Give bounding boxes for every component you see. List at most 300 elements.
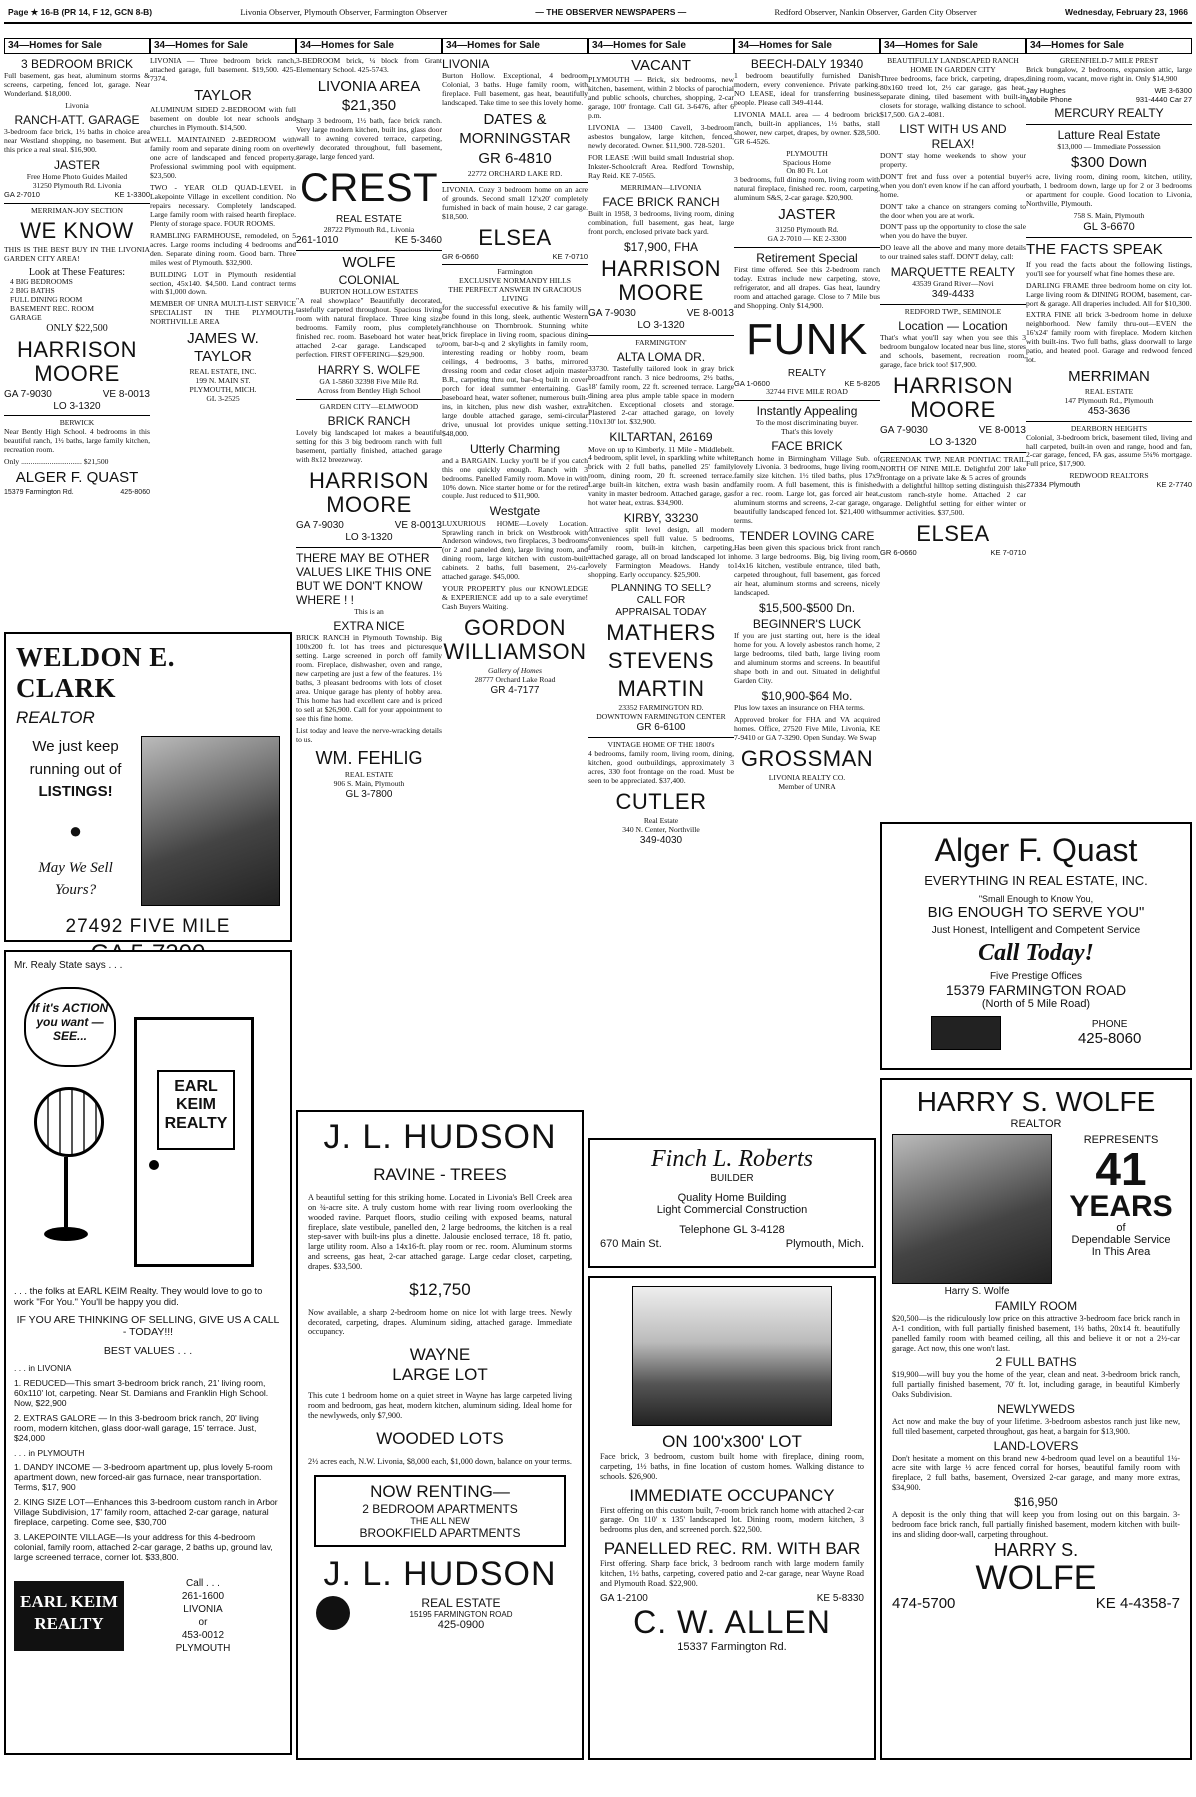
agency-address: 15379 FARMINGTON ROAD bbox=[945, 982, 1127, 998]
agency-address: 906 S. Main, Plymouth bbox=[333, 778, 405, 788]
ad-text: Plus low taxes an insurance on FHA terms. bbox=[734, 703, 865, 713]
ad-text: LUXURIOUS HOME—Lovely Location. Sprawling ranch in brick on Westbrook with Anderson windows, two fireplaces, 3 bedrooms (or 2 and paneled den), large living room, and dining room, large kitchen with custom-built cabinets. 2 baths, full basement, 2½-car attached garage. $45,000. bbox=[442, 518, 588, 582]
ad-text: Approved broker for FHA and VA acquired homes. Office, 27520 Five Mile, Livonia, KE 7-9410 or GA 7-3290. Open Sunday. We Swap bbox=[734, 715, 880, 743]
agency-type: REALTOR bbox=[16, 708, 95, 727]
ad-heading: COLONIAL bbox=[338, 273, 400, 288]
ad-heading: BEECH-DALY 19340 bbox=[750, 56, 864, 71]
ad-heading: PANELLED REC. RM. WITH BAR bbox=[603, 1539, 861, 1559]
ad-text: ALUMINUM SIDED 2-BEDROOM with full basement on double lot near schools and churches in Plymouth. $14,500. bbox=[150, 105, 296, 133]
agency-name: HARRY S. WOLFE bbox=[317, 363, 421, 378]
membership-note: MEMBER OF UNRA MULTI-LIST SERVICE SPECIALIST IN THE PLYMOUTH-NORTHVILLE AREA bbox=[150, 299, 296, 327]
agency-type: EVERYTHING IN REAL ESTATE, INC. bbox=[924, 873, 1148, 888]
agency-name: DATES & bbox=[483, 110, 547, 128]
ad-text: Three bedrooms, face brick, carpeting, drapes, 80x160 treed lot, 2½ car garage, gas heat, separate dining, tiled basement with built-in closets for storage, walking distance to school. $17,500. GA 2-4081. bbox=[880, 73, 1026, 119]
phone: 453-0012 bbox=[181, 1629, 225, 1641]
ad-text: Sharp 3 bedroom, 1½ bath, face brick ranch. Very large modern kitchen, built ins, glass door wall to awning covered terrace, carpeting, newly decorated throughout, full basement, garage, large fenced yard. bbox=[296, 116, 442, 161]
ad-text: PLYMOUTH — Brick, six bedrooms, new kitchen, basement, within 2 blocks of parochial and public schools, churches, shopping, 2-car garage, 100' frontage. Call GL 3-6476, after 6 p.m. bbox=[588, 75, 734, 121]
ad-heading: APPRAISAL TODAY bbox=[615, 606, 707, 618]
phone: KE 5-3460 bbox=[394, 234, 442, 246]
call-to-action: Call Today! bbox=[978, 940, 1094, 966]
ad-text: Call . . . bbox=[186, 1577, 220, 1589]
ad-text: and a BARGAIN. Lucky you'll be if you catch this one quickly enough. Ranch with 3 bedrooms. Panelled Family room. Move in with 10% down. Nice starter home or for the retired couple. Just reduced to $11,900. bbox=[442, 455, 588, 501]
phone: GR 4-7177 bbox=[490, 684, 540, 696]
agency-name: JASTER bbox=[53, 157, 100, 172]
ad-text: 2½ acres each, N.W. Livonia, $8,000 each, $1,000 down, balance on your terms. bbox=[308, 1456, 572, 1466]
agency-name: JAMES W. bbox=[187, 330, 259, 348]
ad-text: DO leave all the above and many more details to our trained sales staff. DON'T delay, call: bbox=[880, 243, 1026, 262]
list-item: 3. LAKEPOINTE VILLAGE—Is your address for this 4-bedroom colonial, family room, attached 2-car garage, 2 baths up, ground lav, large screened terrace, corner lot. $33,800. bbox=[14, 1531, 273, 1563]
phone: LO 3-1320 bbox=[53, 400, 101, 412]
membership-note: Member of UNRA bbox=[778, 781, 836, 791]
ad-text: 2 BEDROOM APARTMENTS bbox=[362, 1501, 518, 1516]
ad-text: Near Bently High School. 4 bedrooms in this beautiful ranch, 1½ baths, large family kitchen, recreation room. bbox=[4, 427, 150, 455]
phone: LO 3-1320 bbox=[929, 436, 977, 448]
phone: 349-4030 bbox=[639, 834, 683, 846]
phone: GR 6-0660 bbox=[442, 251, 479, 261]
column-8 bbox=[1026, 38, 1192, 816]
ad-heading: WAYNE bbox=[409, 1345, 471, 1365]
ad-location: PLYMOUTH bbox=[786, 148, 828, 158]
ad-headline: VACANT bbox=[631, 56, 691, 74]
phone: 425-8060 bbox=[1077, 1030, 1142, 1047]
column-7 bbox=[880, 38, 1026, 816]
agency-city: Plymouth, Mich. bbox=[785, 1238, 864, 1250]
ad-headline: WE KNOW bbox=[20, 217, 134, 243]
price: ONLY $22,500 bbox=[46, 323, 108, 335]
column-heading: 34—Homes for Sale bbox=[4, 38, 150, 54]
ad-text: Brick bungalow, 2 bedrooms, expansion attic, large dining room, vacant, move right in. Only $14,900 bbox=[1026, 64, 1192, 83]
ad-heading: Retirement Special bbox=[756, 250, 858, 265]
ad-text: LIVONIA — Three bedroom brick ranch, attached garage, full basement. $19,500. 425-7374. bbox=[150, 55, 296, 83]
agency-landmark: DOWNTOWN FARMINGTON CENTER bbox=[596, 712, 726, 722]
ad-headline: THE FACTS SPEAK bbox=[1026, 241, 1163, 259]
price: $300 Down bbox=[1071, 153, 1147, 171]
door-icon bbox=[134, 1017, 254, 1267]
agent-name: Jay Hughes bbox=[1026, 85, 1066, 95]
feature-item: BASEMENT REC. ROOM bbox=[10, 304, 95, 314]
ad-heading: BEAUTIFULLY LANDSCAPED RANCH HOME IN GARDEN CITY bbox=[887, 55, 1019, 74]
ad-text: Attractive split level design, all modern conveniences spell full value. 5 bedrooms, family room, built-in kitchen, carpeting, attached garage, all on broad landscaped lot in lovely Farmington Meadows. Handy to shopping. Early occupancy. $25,900. bbox=[588, 525, 734, 580]
agency-type: Real Estate bbox=[643, 815, 679, 825]
agency-name: HARRY S. WOLFE bbox=[916, 1086, 1156, 1117]
ad-text: Act now and make the buy of your lifetime. 3-bedroom asbestos ranch just like new, full tiled basement, carpeted throughout, gas heat, a bargain for $13,900. bbox=[892, 1416, 1180, 1436]
papers-left: Livonia Observer, Plymouth Observer, Farmington Observer bbox=[240, 7, 448, 17]
phone: 261-1600 bbox=[181, 1590, 225, 1602]
column-4 bbox=[442, 38, 588, 1041]
globe-character-icon bbox=[34, 1087, 104, 1157]
ad-text: 3-BEDROOM brick, ¼ block from Grant Elementary School. 425-5743. bbox=[296, 55, 442, 74]
ad-text: LISTINGS! bbox=[38, 783, 113, 800]
agent-photo bbox=[141, 736, 280, 906]
ad-text: THIS IS THE BEST BUY IN THE LIVONIA GARDEN CITY AREA! bbox=[4, 244, 150, 263]
ad-text: or bbox=[198, 1616, 208, 1628]
phone: KE 1-3300 bbox=[114, 189, 150, 199]
ad-text: Five Prestige Offices bbox=[989, 971, 1083, 982]
years-number: 41 bbox=[1095, 1143, 1147, 1195]
photo-caption: Harry S. Wolfe bbox=[944, 1286, 1010, 1297]
ad-location: DEARBORN HEIGHTS bbox=[1070, 423, 1148, 433]
agency-address: GA 1-5860 32398 Five Mile Rd. bbox=[319, 377, 419, 387]
phone: LO 3-1320 bbox=[345, 531, 393, 543]
ad-heading: BRICK RANCH bbox=[327, 414, 411, 429]
feature-item: GARAGE bbox=[10, 313, 42, 323]
page-number: Page ★ 16-B (PR 14, F 12, GCN 8-B) bbox=[8, 6, 153, 17]
ad-text: Yours? bbox=[54, 882, 97, 898]
ad-location: FARMINGTON' bbox=[635, 337, 687, 347]
issue-date: Wednesday, February 23, 1966 bbox=[1064, 7, 1188, 17]
agency-name: GROSSMAN bbox=[740, 746, 874, 772]
ad-text: WELL MAINTAINED 2-BEDROOM with family room and separate dining room on over one acre of landscaped and fenced property. Professional swimming pool with equipment. $23,500. bbox=[150, 135, 296, 181]
phone: 261-1010 bbox=[296, 234, 339, 246]
ad-heading: Instantly Appealing bbox=[756, 404, 858, 419]
ad-heading: RANCH-ATT. GARAGE bbox=[14, 112, 140, 127]
ad-text: If you are just starting out, here is the ideal home for you. A lovely asbestos ranch home, 2 large bedrooms, tiled bath, large living room and aluminum storms and screens. In beautiful shape both in and out. Situated in delightful Garden City. bbox=[734, 631, 880, 686]
ad-text: DON'T take a chance on strangers coming to the door when you are at work. bbox=[880, 201, 1026, 220]
ad-text: Full basement, gas heat, aluminum storms & screens, carpeting, fenced lot, garage. Near Wonderland. $18,000. bbox=[4, 70, 150, 98]
agency-name: HARRY S. bbox=[993, 1539, 1079, 1560]
ad-text: of bbox=[1116, 1222, 1126, 1234]
column-heading: 34—Homes for Sale bbox=[1026, 38, 1192, 54]
office-location: LIVONIA bbox=[183, 1603, 223, 1615]
price: $15,500-$500 Dn. bbox=[758, 601, 856, 616]
agent-photo bbox=[892, 1134, 1052, 1284]
ad-text: 3 bedrooms, full dining room, living room with natural fireplace, finished rec. room, carpeting, aluminum S&S, 2-car garage. $20,900. bbox=[734, 175, 880, 203]
agency-address: 28777 Orchard Lake Road bbox=[474, 674, 556, 684]
ad-headline: THERE MAY BE OTHER VALUES LIKE THIS ONE BUT WE DON'T KNOW WHERE ! ! bbox=[296, 550, 432, 607]
alger-quast-ad bbox=[880, 822, 1192, 1070]
agency-name: Finch L. Roberts bbox=[651, 1146, 813, 1172]
ad-text: We just keep bbox=[32, 738, 119, 755]
ad-text: If you read the facts about the following listings, you'll see for yourself what fine homes these are. bbox=[1026, 259, 1192, 278]
agency-type: REALTOR bbox=[1010, 1118, 1062, 1130]
ad-text: Mr. Realy State says . . . bbox=[14, 960, 123, 971]
agency-name: FUNK bbox=[746, 314, 868, 364]
agency-address: 758 S. Main, Plymouth bbox=[1073, 211, 1145, 221]
ad-text: A deposit is the only thing that will keep you from losing out on this bargain. 3-bedroom face brick ranch, full partially finished basement, modern kitchen with built-ins and sliding door-wall, carpeting throughout. bbox=[892, 1509, 1180, 1539]
ad-text: First time offered. See this 2-bedroom ranch today. Extras include new carpeting, stove, refrigerator, and all drapes. Gas heat, laundry room and attached garage. Close to 7 Mile bus and Shopping. Only $14,900. bbox=[734, 265, 880, 310]
agency-name: MERRIMAN bbox=[1068, 368, 1150, 386]
bullet-icon: ● bbox=[68, 817, 83, 843]
slogan: BIG ENOUGH TO SERVE YOU" bbox=[927, 904, 1145, 921]
agency-landmark: (North of 5 Mile Road) bbox=[981, 998, 1091, 1010]
ad-headline: NOW RENTING— bbox=[370, 1481, 510, 1501]
finch-roberts-ad bbox=[588, 1138, 876, 1268]
ad-text: This cute 1 bedroom home on a quiet street in Wayne has large carpeted living room and bedroom, gas heat, modern kitchen, aluminum siding. Ideal home for the newlyweds, only $7,900. bbox=[308, 1391, 572, 1420]
agency-address: 23352 FARMINGTON RD. bbox=[618, 703, 704, 713]
agency-name: J. L. HUDSON bbox=[323, 1554, 557, 1593]
ad-location: BURTON HOLLOW ESTATES bbox=[319, 287, 419, 297]
agency-name: MOORE bbox=[34, 360, 120, 386]
ad-text: That's what you'll say when you see this 3 bedroom bungalow located near bus line, stores and schools, basement, recreation room, garage, face brick too! $17,900. bbox=[880, 333, 1026, 370]
agency-name: GORDON bbox=[464, 615, 566, 641]
office-location: PLYMOUTH bbox=[175, 1642, 231, 1654]
phone: GA 2-7010 bbox=[4, 189, 40, 199]
agency-address: 15379 Farmington Rd. bbox=[4, 488, 74, 496]
ad-headline: LIVONIA AREA bbox=[317, 77, 421, 95]
agency-name: MATHERS bbox=[606, 620, 716, 646]
agency-name: J. L. HUDSON bbox=[323, 1118, 557, 1156]
agency-address: 147 Plymouth Rd., Plymouth bbox=[1064, 395, 1154, 405]
ad-text: List today and leave the nerve-wracking details to us. bbox=[296, 725, 442, 744]
ad-text: ½ acre, living room, dining room, kitchen, utility, bath, 1 bedroom down, large up for 2 or 3 bedrooms or apartment for couple. Good location to Livonia, Northville, Plymouth. bbox=[1026, 172, 1192, 209]
ad-heading: BEGINNER'S LUCK bbox=[752, 617, 862, 632]
ad-text: Face brick, 3 bedroom, custom built home with fireplace, dining room, carpeting, 1½ baths, in fine location of custom homes. Walking distance to schools. $26,900. bbox=[600, 1452, 864, 1481]
ad-heading: MERRIMAN-JOY SECTION bbox=[31, 205, 123, 215]
papers-right: Redford Observer, Nankin Observer, Garden City Observer bbox=[774, 7, 977, 17]
ad-text: REPRESENTS bbox=[1083, 1134, 1159, 1146]
ad-text: Move on up to Kimberly. 11 Mile - Middlebelt. 4 bedroom, split level, in sparkling white white brick with 2 full baths, panelled 25' family room, dining room, 20 ft. screened terrace. Large built-in kitchen, extra wash basin and vanity in master bedroom. Attached garage, gas hot water heat, extras. $34,900. bbox=[588, 444, 734, 508]
ad-text: To the most discriminating buyer. bbox=[755, 418, 859, 428]
ad-text: Burton Hollow. Exceptional, 4 bedroom Colonial, 3 baths. Huge family room, with fireplace. Full basement, gas heat, beautifully landscaped. Take time to see this lovely home. bbox=[442, 70, 588, 107]
column-heading: 34—Homes for Sale bbox=[880, 38, 1026, 54]
ad-text: Just Honest, Intelligent and Competent Service bbox=[931, 925, 1141, 936]
ad-text: DON'T pass up the opportunity to close the sale when you do have the buyer. bbox=[880, 222, 1026, 241]
phone: 453-3636 bbox=[1087, 405, 1131, 417]
ad-text: 33730. Tastefully tailored look in gray brick broadfront ranch. 3 nice bedrooms, 2½ baths, 18' family room, 22 ft. screened terrace. Large dining area plus ample table space in modern kitchen. Exceptional closets and storage. Plastered 2-car attached garage, on lovely 110x130' lot. $32,900. bbox=[588, 363, 734, 427]
agency-address: 31250 Plymouth Rd. bbox=[775, 224, 839, 234]
character-body bbox=[64, 1157, 68, 1227]
column-3 bbox=[296, 38, 442, 1041]
ad-text: TWO - YEAR OLD QUAD-LEVEL in Lakepointe Village in excellent condition. No repairs necessary. Completely landscaped. Large family room with raised hearth fireplace. Plenty of storage space. FOUR ROOMS. bbox=[150, 182, 296, 228]
ad-heading: KILTARTAN, 26169 bbox=[609, 430, 713, 445]
agency-address: 15337 Farmington Rd. bbox=[677, 1640, 787, 1653]
agency-address: 32744 FIVE MILE ROAD bbox=[766, 387, 848, 397]
ad-location: Livonia bbox=[65, 100, 89, 110]
column-heading: 34—Homes for Sale bbox=[150, 38, 296, 54]
phone: KE 4-4358-7 bbox=[1095, 1594, 1180, 1612]
phone: 474-5700 bbox=[892, 1594, 956, 1612]
cw-allen-ad bbox=[588, 1276, 876, 1760]
ad-text: 3-bedroom face brick, 1½ baths in choice area near Westland shopping, no basement. But at this price a real steal. $16,900. bbox=[4, 126, 150, 154]
ad-heading: KIRBY, 33230 bbox=[623, 511, 699, 526]
logo-text: REALTY bbox=[34, 1613, 104, 1633]
weldon-clark-ad bbox=[4, 632, 292, 942]
agency-type: BUILDER bbox=[710, 1173, 754, 1184]
ad-headline: LIST WITH US AND RELAX! bbox=[899, 122, 1007, 151]
ad-location: REDFORD TWP., SEMINOLE bbox=[904, 307, 1002, 317]
years-label: YEARS bbox=[1069, 1190, 1173, 1223]
ad-location: GARDEN CITY—ELMWOOD bbox=[319, 402, 419, 412]
phone: GL 3-6670 bbox=[1083, 221, 1135, 234]
agency-type: REAL ESTATE bbox=[421, 1595, 501, 1610]
ad-text: Don't hesitate a moment on this brand new 4-bedroom quad level on a beautiful 1¼-acre site with large ½ acre fenced corral for horses, beautiful family room with fireplace, 2 full baths, basement, Oversized 2-car garage, and many more extras, $34,900. bbox=[892, 1453, 1180, 1493]
agency-city: PLYMOUTH, MICH. bbox=[189, 384, 257, 394]
features-heading: Look at These Features: bbox=[28, 266, 126, 278]
price: $17,900, FHA bbox=[623, 239, 699, 254]
ad-text: BROOKFIELD APARTMENTS bbox=[359, 1525, 521, 1540]
ad-heading: PLANNING TO SELL? bbox=[610, 583, 712, 595]
phone: GR 6-6100 bbox=[636, 722, 686, 734]
agency-name: HARRISON bbox=[600, 256, 722, 282]
price: Only ................................ $21,500 bbox=[4, 457, 109, 467]
renting-box bbox=[314, 1475, 566, 1547]
ad-text: FOR LEASE :Will build small Industrial shop. Inkster-Schoolcraft Area. Redford Township, Ray Reid. KE 7-0565. bbox=[588, 153, 734, 181]
ad-text: $19,900—will buy you the home of the year, clean and neat. 3-bedroom brick ranch, full partially finished basement, 70' ft. lot, including garage, in beautiful Kimberly Oaks Subdivision. bbox=[892, 1370, 1180, 1400]
phone: VE 8-0013 bbox=[102, 388, 150, 400]
agency-name: HARRISON bbox=[16, 336, 138, 362]
agency-name: Alger F. Quast bbox=[934, 832, 1138, 868]
price: $10,900-$64 Mo. bbox=[761, 689, 853, 704]
column-5 bbox=[588, 38, 734, 1170]
ad-text: THE ALL NEW bbox=[410, 1515, 470, 1526]
agency-name: TAYLOR bbox=[194, 347, 252, 365]
ad-text: EXTRA FINE all brick 3-bedroom home in deluxe neighborhood. New family thru-out—EVEN the 16'x24' family room with fireplace. Modern kitchen with built-ins. Two full baths, glass doorwall to large patio, and heated pool. Garage and redwood fenced lot. bbox=[1026, 310, 1192, 365]
ad-text: GREENOAK TWP. NEAR PONTIAC TRAIL NORTH OF NINE MILE. Delightful 200' lake frontage on a private lake & 5 acres of grounds with a delightful hilltop setting distinguish this custom ranch-style home. Attached 2 car garage. Delightful setting for either winter or summer activities. $37,500. bbox=[880, 454, 1026, 518]
ad-text: May We Sell bbox=[38, 859, 113, 876]
ad-heading: THE PERFECT ANSWER IN GRACIOUS LIVING bbox=[448, 285, 582, 304]
ad-heading: CALL FOR bbox=[636, 594, 686, 606]
ad-text: That's this lovely bbox=[781, 427, 833, 437]
agency-name: TAYLOR bbox=[194, 86, 252, 104]
agency-address: 22772 ORCHARD LAKE RD. bbox=[467, 168, 563, 178]
phone: KE 7-0710 bbox=[990, 548, 1026, 558]
ad-text: First offering. Sharp face brick, 3 bedroom ranch with large modern family kitchen, 1½ baths, carpeting, covered patio and 2-car garage, near Wayne Road and Plymouth Road. $22,900. bbox=[600, 1559, 864, 1588]
ad-text: This is an bbox=[354, 607, 384, 617]
phone: KE 2-7740 bbox=[1156, 480, 1192, 490]
ad-text: Colonial, 3-bedroom brick, basement tiled, living and hall carpeted, built-in oven and range, hood and fan, 2-car garage, fenced, FA gas, assume 5¼% mortgage. Full price, $17,900. bbox=[1026, 432, 1192, 469]
agency-name: HARRISON bbox=[892, 373, 1014, 399]
phone: 931-4440 Car 27 bbox=[1135, 94, 1192, 104]
agency-name: MORNINGSTAR bbox=[459, 130, 571, 148]
phone: GA 7-9030 bbox=[880, 425, 928, 436]
paper-title: — THE OBSERVER NEWSPAPERS — bbox=[535, 7, 687, 17]
agency-name: WILLIAMSON bbox=[443, 639, 587, 665]
phone: KE 5-8330 bbox=[816, 1592, 864, 1604]
door-knob-icon bbox=[149, 1160, 159, 1170]
ad-heading: LARGE LOT bbox=[392, 1365, 488, 1385]
ad-text: Has been given this spacious brick front ranch home. 3 large bedrooms. Big, big living room, 14x16 kitchen, vestibule entrance, tiled bath, carpeted throughout, full basement, gas forced air heat, aluminum storms and screens, nicely landscaped. bbox=[734, 543, 880, 598]
ad-text: DARLING FRAME three bedroom home on city lot. Large living room & DINING ROOM, basement, car-port & garage. All draperies included. All for $10,300. bbox=[1026, 280, 1192, 308]
ad-heading: IMMEDIATE OCCUPANCY bbox=[629, 1485, 835, 1505]
ad-text: LIVONIA — 13400 Cavell, 3-bedroom asbestos bungalow, large kitchen, fenced, newly decorated. Owner. $11,900. 728-5201. bbox=[588, 123, 734, 151]
ad-text: A beautiful setting for this striking home. Located in Livonia's Bell Creek area on ¾-acre site. A truly custom home with rear living room overlooking the wooded ravine. Parquet floors, studio ceiling with exposed beams, natural fireplace, slate vestibule, panelled den, 2 large bedrooms, the kitchen is a real step-saver with built-ins plus a dinette. Jalousie enclosed terrace, 18 ft. patio, large utility room. Also a 14x16-ft. play room or rec. room. Aluminum storms and screens, gas heat, 2-car attached garage. Large cedar closet, carpeting, drapes. $33,500. bbox=[308, 1193, 572, 1271]
ad-heading: $13,000 — Immediate Possession bbox=[1057, 141, 1161, 151]
price: $12,750 bbox=[409, 1279, 471, 1299]
agency-address: 15195 FARMINGTON ROAD bbox=[409, 1609, 513, 1619]
ad-text: "A real showplace" Beautifully decorated, tastefully carpeted throughout. Spacious living room with natural fireplace. Three king size bedrooms. Family room, plus completely finished rec. room. Baseboard hot water heat, attached 2-car garage. Landscaped to perfection. FIRST OFFERING—$29,900. bbox=[296, 296, 442, 360]
agency-name: ELSEA bbox=[916, 521, 990, 547]
column-1 bbox=[4, 38, 150, 603]
agency-name: JASTER bbox=[778, 206, 836, 224]
ad-text: Now available, a sharp 2-bedroom home on nice lot with large trees. Newly decorated, carpeting, drapes. Aluminum siding, attached garage. Immediate occupancy. bbox=[308, 1307, 572, 1337]
agency-name: C. W. ALLEN bbox=[633, 1603, 831, 1640]
jl-hudson-ad bbox=[296, 1110, 584, 1760]
ad-heading: FAMILY ROOM bbox=[994, 1299, 1078, 1313]
agency-name: CUTLER bbox=[615, 788, 707, 814]
agency-name: WOLFE bbox=[975, 1558, 1097, 1597]
ad-location: . . . in PLYMOUTH bbox=[14, 1447, 85, 1458]
list-item: 1. DANDY INCOME — 3-bedroom apartment up, plus lovely 5-room apartment down, new forced-air gas furnace, near transportation. Terms, $17, 900 bbox=[14, 1461, 273, 1493]
ad-heading: BEST VALUES . . . bbox=[103, 1344, 193, 1357]
agency-name: REDWOOD REALTORS bbox=[1069, 471, 1149, 481]
ad-heading: BERWICK bbox=[59, 418, 95, 428]
phone: KE 5-8205 bbox=[844, 378, 880, 388]
agency-tagline: Free Home Photo Guides Mailed bbox=[26, 171, 128, 181]
speech-bubble: If it's ACTION you want —SEE... bbox=[24, 987, 116, 1067]
price: $16,950 bbox=[1014, 1494, 1058, 1509]
ad-text: In This Area bbox=[1091, 1246, 1151, 1258]
ad-heading: 3 BEDROOM BRICK bbox=[20, 56, 134, 71]
ad-heading: EXTRA NICE bbox=[333, 619, 405, 634]
ad-text: Quality Home Building bbox=[677, 1192, 787, 1204]
ad-text: LIVONIA MALL area — 4 bedroom brick ranch, built-in appliances, 1½ baths, stall shower, new carpet, drapes, by owner. $28,500. GR 6-4526. bbox=[734, 109, 880, 146]
ad-location: MERRIMAN—LIVONIA bbox=[620, 182, 702, 192]
phone: VE 8-0013 bbox=[394, 519, 442, 531]
phone: VE 8-0013 bbox=[978, 425, 1026, 436]
phone: GA 1-0600 bbox=[734, 378, 770, 388]
column-heading: 34—Homes for Sale bbox=[296, 38, 442, 54]
ad-heading: WOODED LOTS bbox=[376, 1428, 504, 1448]
office-photo bbox=[931, 1016, 1001, 1050]
house-photo bbox=[632, 1286, 832, 1426]
ad-headline: WOLFE bbox=[342, 253, 396, 271]
ad-text: 4 bedrooms, family room, living room, dining, kitchen, good outbuildings, approximately 3 acres, 330 foot frontage on the road. Must be seen to be appreciated. $37,400. bbox=[588, 748, 734, 785]
ad-text: YOUR PROPERTY plus our KNOWLEDGE & EXPERIENCE add up to a sale everytime! Cash Buyers Waiting. bbox=[442, 584, 588, 612]
agency-name: MOORE bbox=[618, 280, 704, 306]
ad-text: . . . the folks at EARL KEIM Realty. They would love to go to work "For You." You'll be happy you did. bbox=[14, 1285, 263, 1308]
ad-heading: LAND-LOVERS bbox=[993, 1438, 1079, 1453]
agency-name: MARQUETTE REALTY bbox=[890, 265, 1016, 280]
list-item: 2. EXTRAS GALORE — In this 3-bedroom brick ranch, 20' living room, modern kitchen, glass door-wall garage, 15' terrace. Just, $24,000 bbox=[14, 1412, 259, 1444]
masthead bbox=[4, 2, 1192, 24]
agency-name: MOORE bbox=[326, 491, 412, 517]
harry-wolfe-ad bbox=[880, 1078, 1192, 1760]
agency-address: 340 N. Center, Northville bbox=[622, 824, 700, 834]
ad-text: First offering on this custom built, 7-room brick ranch home with attached 2-car garage. On 110' x 135' landscaped lot. Dining room, modern kitchen, 3 bedrooms plus den, and screened porch. $22,500. bbox=[600, 1505, 864, 1535]
logo-text: EARL KEIM bbox=[20, 1591, 118, 1611]
ad-heading: Location — Location bbox=[898, 319, 1008, 334]
ad-text: DON'T stay home weekends to show your property. bbox=[880, 150, 1026, 169]
slogan: "Small Enough to Know You, bbox=[978, 894, 1094, 904]
agency-name: WM. FEHLIG bbox=[315, 747, 423, 768]
agency-type: REAL ESTATE bbox=[1084, 386, 1134, 396]
agency-name: MERCURY REALTY bbox=[1054, 106, 1164, 121]
ad-text: running out of bbox=[29, 760, 122, 778]
agency-address: 27492 FIVE MILE bbox=[65, 916, 231, 937]
column-heading: 34—Homes for Sale bbox=[442, 38, 588, 54]
phone: 425-8060 bbox=[120, 488, 150, 496]
agency-name: MARTIN bbox=[617, 676, 705, 702]
sign-text: EARL bbox=[174, 1078, 218, 1095]
list-item: 1. REDUCED—This smart 3-bedroom brick ranch, 21' living room, 60x110' lot, carpeting. Near St. Damians and Franklin High School. Now, $22,900 bbox=[14, 1377, 269, 1409]
feature-item: 2 BIG BATHS bbox=[10, 286, 55, 296]
phone: GL 3-2525 bbox=[206, 393, 240, 403]
ad-text: Dependable Service bbox=[1071, 1234, 1171, 1246]
sign-text: REALTY bbox=[164, 1114, 228, 1132]
agency-address: 43539 Grand River—Novi bbox=[912, 279, 994, 289]
ad-text: 1 bedroom beautifully furnished Danish modern, every convenience. Private parking. NO LEASE, ideal for transferring business people. Please call 349-4144. bbox=[734, 70, 880, 107]
feature-item: FULL DINING ROOM bbox=[10, 295, 83, 305]
agency-landmark: Across from Bentley High School bbox=[317, 386, 421, 396]
agency-address: 199 N. MAIN ST. bbox=[195, 375, 251, 385]
ad-text: BRICK RANCH in Plymouth Township. Big 100x200 ft. lot has trees and picturesque setting. Large screened in porch off family room. Fireplace, dishwasher, oven and range, new carpeting are just a few of the features. 1½ baths, 3 pleasant bedrooms with lots of closet area. Unique garage has plenty of hobby area. This home has had excellent care and is priced to sell at $26,900. Call for your appointment to see this fine home. bbox=[296, 633, 442, 723]
phone: Telephone GL 3-4128 bbox=[679, 1224, 785, 1236]
phone: GA 7-9030 bbox=[296, 519, 344, 531]
ad-text: Lovely big landscaped lot makes a beautiful setting for this 3 big bedroom ranch with full basement, partially finished, attached garage with 8x12 breezeway. bbox=[296, 428, 442, 465]
earl-keim-ad bbox=[4, 950, 292, 1755]
agency-name: MOORE bbox=[910, 397, 996, 423]
ad-text: BUILDING LOT in Plymouth residential section, 45x140. $4,500. Land contract terms with $1,000 down. bbox=[150, 269, 296, 297]
phone: WE 3-6300 bbox=[1154, 85, 1192, 95]
ad-heading: FACE BRICK RANCH bbox=[602, 194, 720, 209]
phone: GL 3-7800 bbox=[345, 788, 393, 800]
agency-tagline: Gallery of Homes bbox=[488, 666, 542, 676]
ad-heading: GREENFIELD-7 MILE PREST bbox=[1059, 55, 1159, 65]
phone: GA 7-9030 bbox=[4, 388, 52, 400]
agency-name: CREST bbox=[299, 165, 439, 210]
agency-type: REAL ESTATE bbox=[344, 769, 394, 779]
ad-text: Ranch home in Birmingham Village Sub. of lovely Livonia. 3 bedrooms, huge living room, family size kitchen. 1½ tiled baths, plus 17x9 family room. A full basement, this is finished for a rec. room. Large lot, gas forced air heat, aluminum storms and screens, 2-car garage, on beautifully landscaped fenced lot. $21,400 with terms. bbox=[734, 453, 880, 526]
